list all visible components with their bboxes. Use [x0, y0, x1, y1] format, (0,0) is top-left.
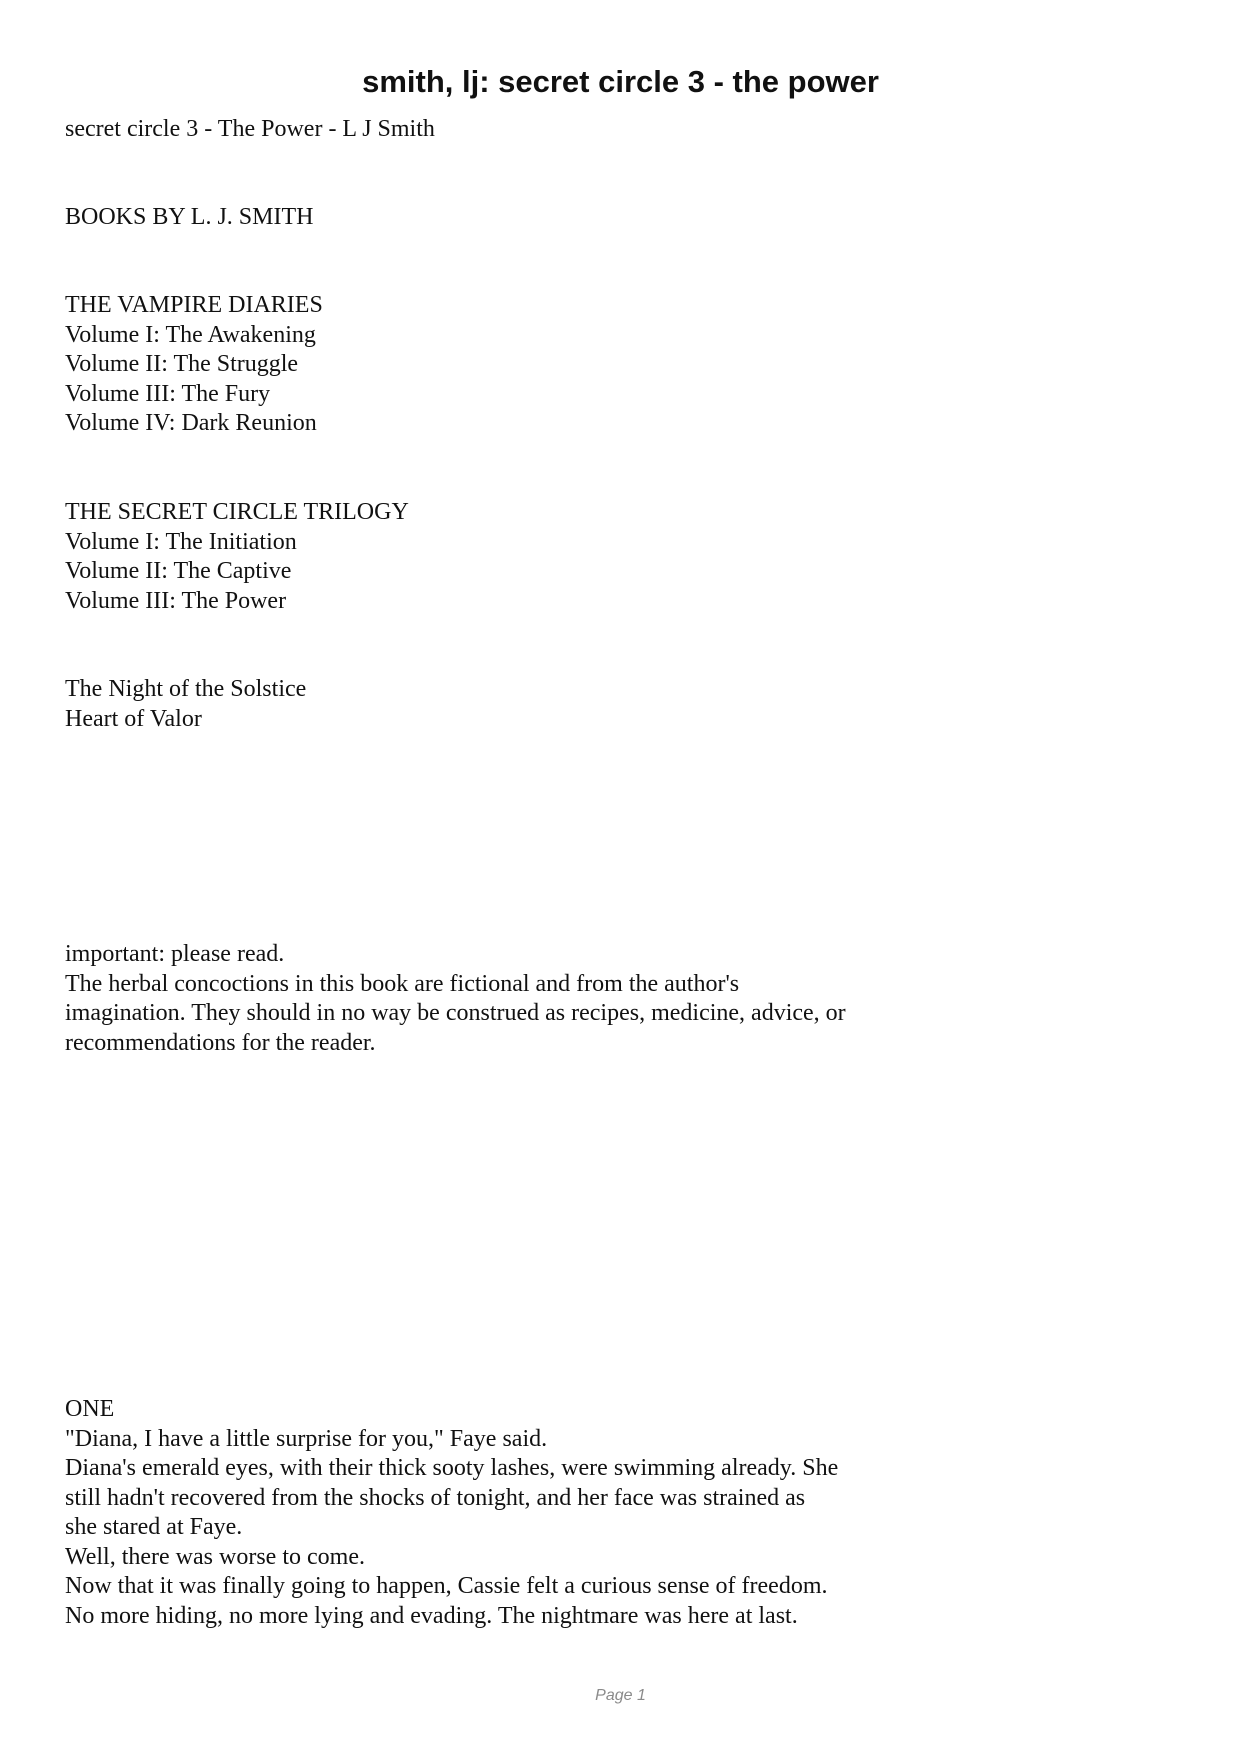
chapter-heading: ONE	[65, 1396, 115, 1422]
books-heading-block	[65, 203, 965, 233]
chapter-line: "Diana, I have a little surprise for you," Faye said.	[65, 1425, 548, 1452]
chapter-line: Now that it was finally going to happen, Cassie felt a curious sense of freedom.	[65, 1573, 828, 1599]
notice-line: imagination. They should in no way be construed as recipes, medicine, advice, or	[65, 1000, 846, 1026]
chapter-line: No more hiding, no more lying and evading. The nightmare was here at last.	[65, 1602, 798, 1629]
books-heading: BOOKS BY L. J. SMITH	[65, 204, 314, 230]
book-item: The Night of the Solstice	[65, 676, 307, 702]
volume-item: Volume III: The Fury	[65, 380, 271, 407]
series-heading: THE VAMPIRE DIARIES	[65, 292, 323, 318]
page-title: smith, lj: secret circle 3 - the power	[362, 64, 879, 99]
chapter-line: she stared at Faye.	[65, 1514, 243, 1540]
volume-item: Volume III: The Power	[65, 587, 287, 614]
secret-circle-list	[65, 498, 965, 616]
book-item: Heart of Valor	[65, 705, 202, 732]
volume-item: Volume I: The Initiation	[65, 528, 297, 555]
volume-item: Volume IV: Dark Reunion	[65, 410, 317, 436]
volume-item: Volume II: The Struggle	[65, 351, 299, 377]
volume-item: Volume II: The Captive	[65, 558, 292, 584]
chapter-block	[65, 1395, 965, 1631]
volume-item: Volume I: The Awakening	[65, 321, 316, 348]
notice-heading: important: please read.	[65, 941, 285, 967]
subtitle-line: secret circle 3 - The Power - L J Smith	[65, 116, 435, 142]
vampire-diaries-list	[65, 291, 965, 439]
notice-line: The herbal concoctions in this book are fictional and from the author's	[65, 970, 740, 997]
chapter-line: Well, there was worse to come.	[65, 1543, 365, 1570]
series-heading: THE SECRET CIRCLE TRILOGY	[65, 499, 409, 525]
notice-block	[65, 940, 965, 1058]
page-number: Page 1	[595, 1687, 646, 1704]
chapter-line: Diana's emerald eyes, with their thick sooty lashes, were swimming already. She	[65, 1455, 839, 1481]
notice-line: recommendations for the reader.	[65, 1029, 376, 1056]
chapter-line: still hadn't recovered from the shocks of tonight, and her face was strained as	[65, 1484, 806, 1511]
other-books-list	[65, 675, 965, 734]
subtitle-line-block	[65, 115, 965, 145]
